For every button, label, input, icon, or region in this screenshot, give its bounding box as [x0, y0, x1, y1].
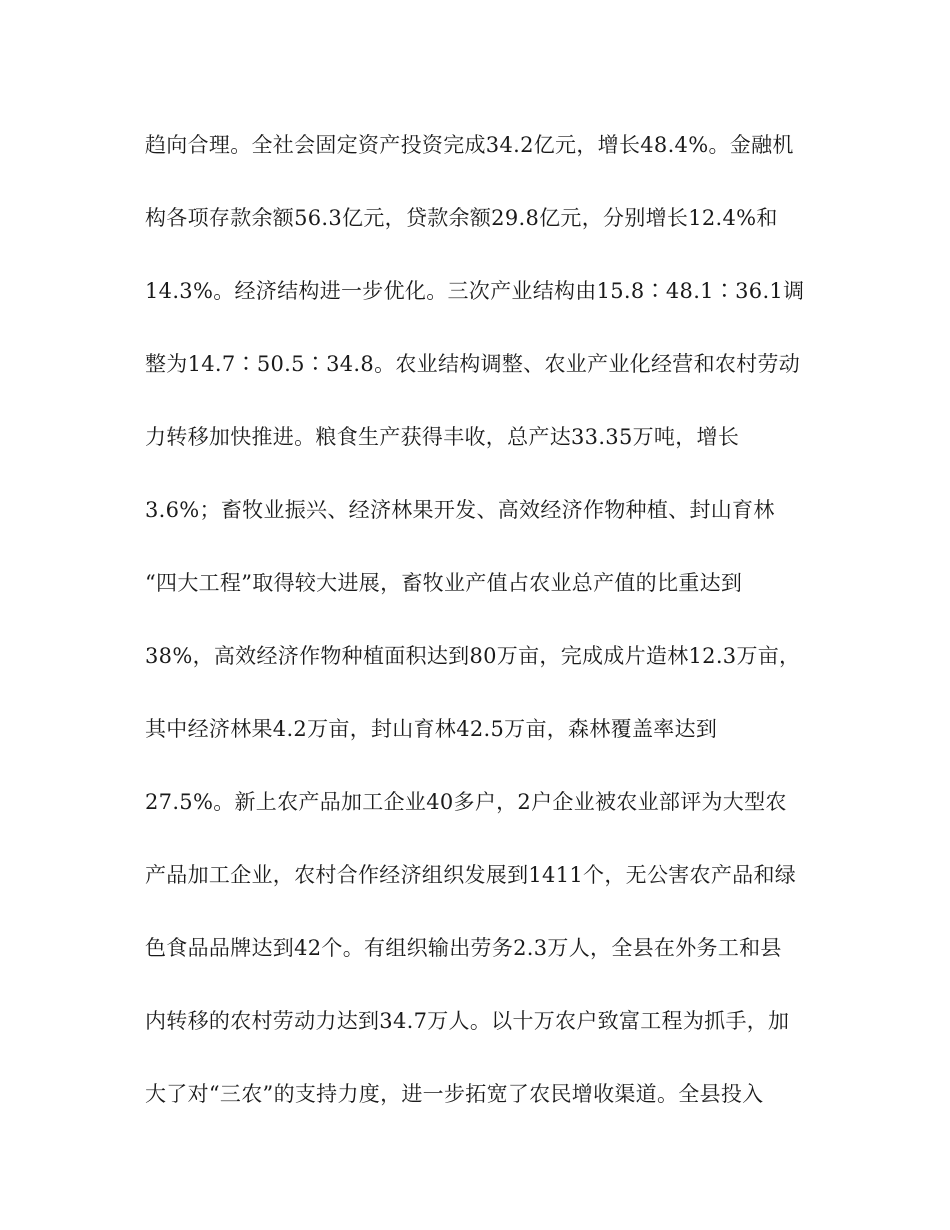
paragraph-line: 趋向合理。全社会固定资产投资完成34.2亿元，增长48.4%。金融机 — [145, 133, 794, 157]
paragraph-line: 内转移的农村劳动力达到34.7万人。以十万农户致富工程为抓手，加 — [145, 1009, 790, 1033]
paragraph-line: 3.6%；畜牧业振兴、经济林果开发、高效经济作物种植、封山育林 — [145, 498, 775, 522]
paragraph-line: 整为14.7∶50.5∶34.8。农业结构调整、农业产业化经营和农村劳动 — [145, 352, 801, 376]
paragraph-line: 构各项存款余额56.3亿元，贷款余额29.8亿元，分别增长12.4%和 — [145, 206, 778, 230]
paragraph-line: 色食品品牌达到42个。有组织输出劳务2.3万人，全县在外务工和县 — [145, 936, 782, 960]
paragraph-line: 38%，高效经济作物种植面积达到80万亩，完成成片造林12.3万亩， — [145, 644, 801, 668]
paragraph-line: “四大工程”取得较大进展，畜牧业产值占农业总产值的比重达到 — [145, 571, 743, 595]
paragraph-line: 其中经济林果4.2万亩，封山育林42.5万亩，森林覆盖率达到 — [145, 717, 718, 741]
paragraph-line: 14.3%。经济结构进一步优化。三次产业结构由15.8∶48.1∶36.1调 — [145, 279, 805, 303]
paragraph-line: 27.5%。新上农产品加工企业40多户，2户企业被农业部评为大型农 — [145, 790, 787, 814]
paragraph-line: 力转移加快推进。粮食生产获得丰收，总产达33.35万吨，增长 — [145, 425, 740, 449]
paragraph-line: 产品加工企业，农村合作经济组织发展到1411个，无公害农产品和绿 — [145, 863, 797, 887]
paragraph-line: 大了对“三农”的支持力度，进一步拓宽了农民增收渠道。全县投入 — [145, 1082, 764, 1106]
